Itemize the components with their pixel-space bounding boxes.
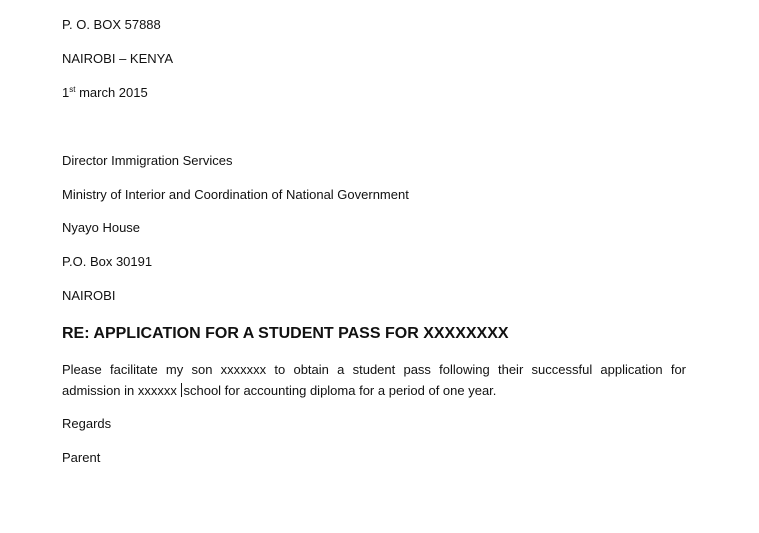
sender-city: NAIROBI – KENYA	[62, 51, 174, 66]
recipient-building: Nyayo House	[62, 220, 141, 235]
recipient-city: NAIROBI	[62, 288, 116, 303]
date-day: 1	[62, 85, 70, 100]
closing-regards: Regards	[62, 416, 112, 431]
signature-parent: Parent	[62, 450, 101, 465]
body-line-2-end: school for accounting diploma for a period of one year.	[183, 383, 497, 398]
letter-date	[62, 85, 148, 101]
body-line-1: Please facilitate my son xxxxxxx to obtain a student pass following their successful application for	[62, 362, 686, 377]
body-line-2	[62, 380, 686, 401]
recipient-po-box: P.O. Box 30191	[62, 254, 153, 269]
recipient-title: Director Immigration Services	[62, 153, 233, 168]
recipient-ministry: Ministry of Interior and Coordination of National Government	[62, 187, 409, 202]
body-line-2-start: admission in xxxxxx	[62, 383, 181, 398]
body-paragraph	[62, 359, 686, 401]
date-rest: march 2015	[75, 85, 148, 100]
sender-po-box: P. O. BOX 57888	[62, 17, 161, 32]
date-suffix: st	[69, 85, 76, 94]
subject-heading: RE: APPLICATION FOR A STUDENT PASS FOR XXXXXXXX	[62, 325, 509, 342]
